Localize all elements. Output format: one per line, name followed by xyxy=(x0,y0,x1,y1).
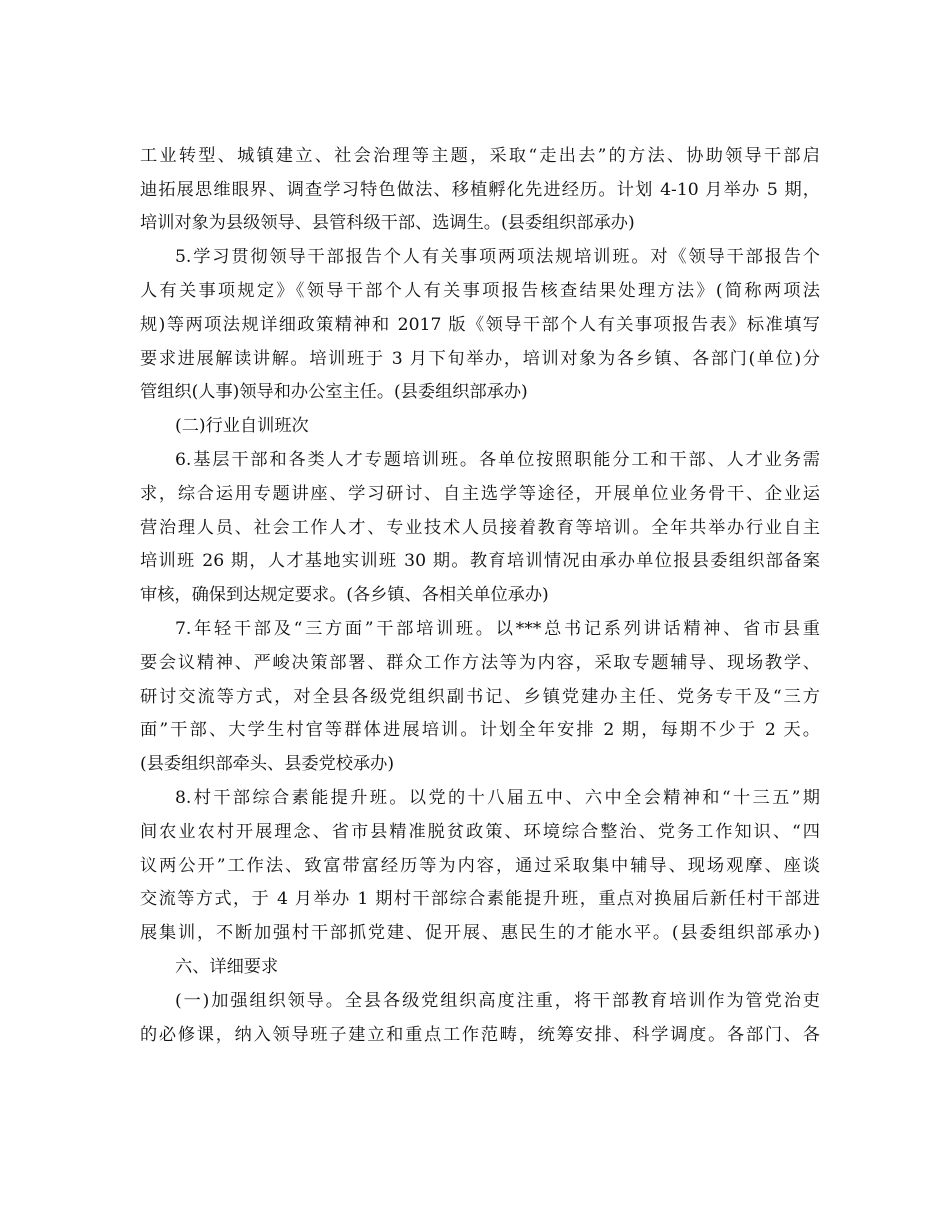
text-line: 要求进展解读讲解。培训班于 3 月下旬举办，培训对象为各乡镇、各部门(单位)分 xyxy=(140,349,820,369)
paragraph-start-line: 6.基层干部和各类人才专题培训班。各单位按照职能分工和干部、人才业务需 xyxy=(175,450,820,470)
text-line: 的必修课，纳入领导班子建立和重点工作范畴，统筹安排、科学调度。各部门、各 xyxy=(140,1025,820,1045)
text-line: 营治理人员、社会工作人才、专业技术人员接着教育等培训。全年共举办行业自主 xyxy=(140,518,820,538)
text-line: 规)等两项法规详细政策精神和 2017 版《领导干部个人有关事项报告表》标准填写 xyxy=(140,315,820,335)
paragraph-start-line: 5.学习贯彻领导干部报告个人有关事项两项法规培训班。对《领导干部报告个 xyxy=(175,247,820,267)
paragraph-start-line: 7.年轻干部及“三方面”干部培训班。以***总书记系列讲话精神、省市县重 xyxy=(175,619,820,639)
text-line: 培训对象为县级领导、县管科级干部、选调生。(县委组织部承办) xyxy=(140,213,635,233)
text-line: 求，综合运用专题讲座、学习研讨、自主选学等途径，开展单位业务骨干、企业运 xyxy=(140,484,820,504)
text-line: 议两公开”工作法、致富带富经历等为内容，通过采取集中辅导、现场观摩、座谈 xyxy=(140,856,820,876)
section-heading: (二)行业自训班次 xyxy=(175,416,309,436)
text-line: 间农业农村开展理念、省市县精准脱贫政策、环境综合整治、党务工作知识、“四 xyxy=(140,822,820,842)
text-line: 研讨交流等方式，对全县各级党组织副书记、乡镇党建办主任、党务专干及“三方 xyxy=(140,687,820,707)
text-line: 迪拓展思维眼界、调查学习特色做法、移植孵化先进经历。计划 4-10 月举办 5 期， xyxy=(140,180,820,200)
text-line: 管组织(人事)领导和办公室主任。(县委组织部承办) xyxy=(140,382,528,402)
text-line: 要会议精神、严峻决策部署、群众工作方法等为内容，采取专题辅导、现场教学、 xyxy=(140,653,820,673)
text-line: (县委组织部牵头、县委党校承办) xyxy=(140,754,395,774)
text-line: 面”干部、大学生村官等群体进展培训。计划全年安排 2 期，每期不少于 2 天。 xyxy=(140,720,820,740)
paragraph-start-line: (一)加强组织领导。全县各级党组织高度注重，将干部教育培训作为管党治吏 xyxy=(175,991,820,1011)
text-line: 展集训，不断加强村干部抓党建、促开展、惠民生的才能水平。(县委组织部承办) xyxy=(140,923,820,943)
text-line: 交流等方式，于 4 月举办 1 期村干部综合素能提升班，重点对换届后新任村干部进 xyxy=(140,889,820,909)
text-line: 培训班 26 期，人才基地实训班 30 期。教育培训情况由承办单位报县委组织部备案 xyxy=(140,551,820,571)
text-line: 人有关事项规定》《领导干部个人有关事项报告核查结果处理方法》(简称两项法 xyxy=(140,281,820,301)
section-heading: 六、详细要求 xyxy=(175,957,279,977)
text-line: 工业转型、城镇建立、社会治理等主题，采取“走出去”的方法、协助领导干部启 xyxy=(140,146,820,166)
paragraph-start-line: 8.村干部综合素能提升班。以党的十八届五中、六中全会精神和“十三五”期 xyxy=(175,788,820,808)
text-line: 审核，确保到达规定要求。(各乡镇、各相关单位承办) xyxy=(140,585,549,605)
